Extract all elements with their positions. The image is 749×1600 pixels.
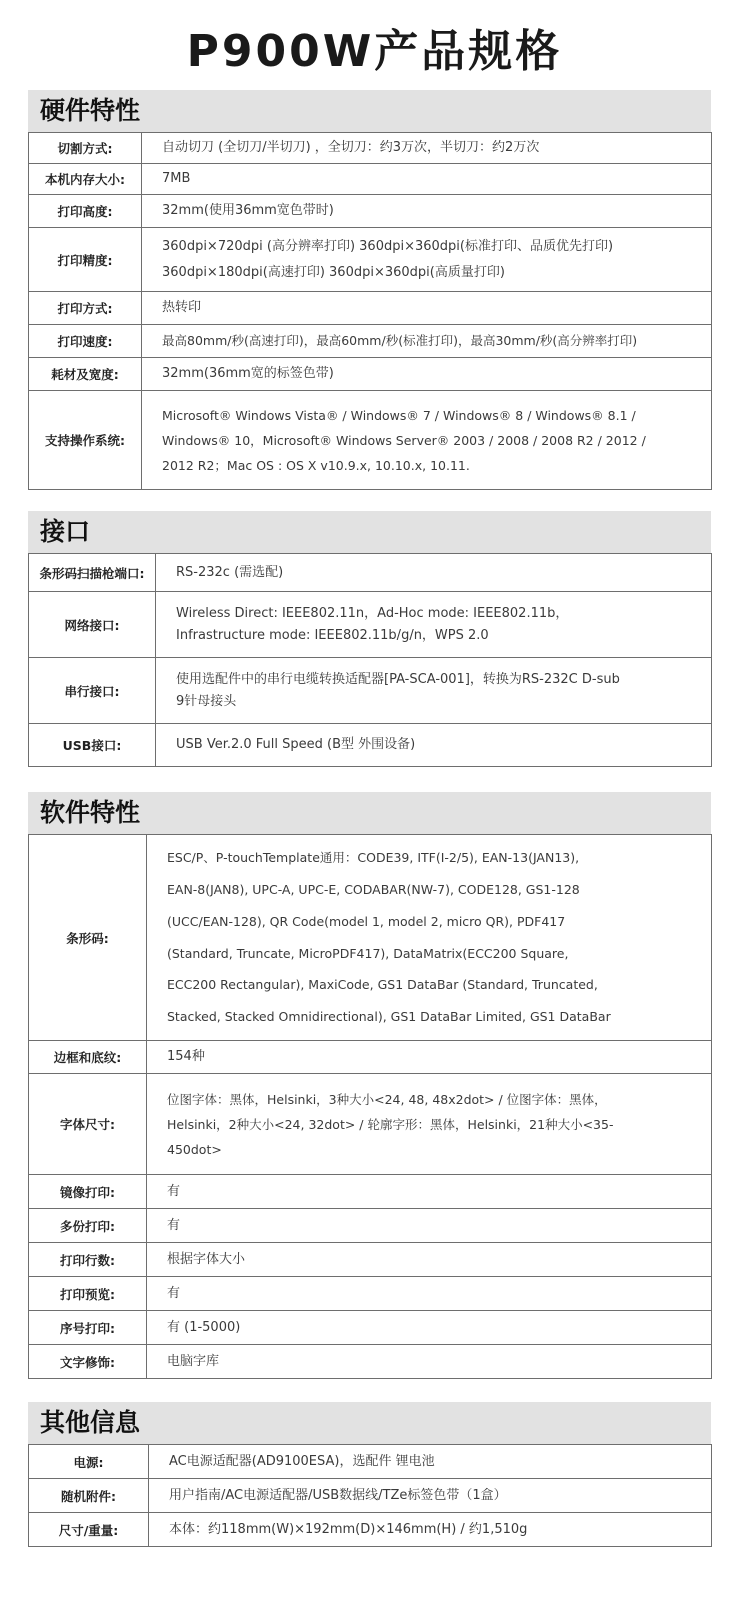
table-row bbox=[29, 292, 712, 325]
table-row bbox=[29, 1243, 712, 1277]
row-value: 360dpi×720dpi (高分辨率打印) 360dpi×360dpi(标准打印、品质优先打印) 360dpi×180dpi(高速打印) 360dpi×360dpi(高质量打印) bbox=[142, 228, 712, 292]
row-label: 打印精度: bbox=[29, 228, 142, 292]
row-value: 7MB bbox=[142, 164, 712, 195]
spec-table bbox=[28, 132, 712, 490]
row-label: 打印速度: bbox=[29, 325, 142, 358]
row-value: ESC/P、P-touchTemplate通用：CODE39, ITF(I-2/5), EAN-13(JAN13), EAN-8(JAN8), UPC-A, UPC-E, CODABAR(NW-7), CODE128, GS1-128 (UCC/EAN-128), QR Code(model 1, model 2, micro QR), PDF417 (Standard, Truncate, MicroPDF417), DataMatrix(ECC200 Square, ECC200 Rectangular), MaxiCode, GS1 DataBar (Standard, Truncated, Stacked, Stacked Omnidirectional), GS1 DataBar Limited, GS1 DataBar bbox=[147, 835, 712, 1041]
row-value: AC电源适配器(AD9100ESA)，选配件 锂电池 bbox=[149, 1445, 712, 1479]
section-heading: 软件特性 bbox=[28, 792, 711, 834]
spec-table bbox=[28, 1444, 712, 1547]
row-value: 热转印 bbox=[142, 292, 712, 325]
row-value: 32mm(36mm宽的标签色带) bbox=[142, 358, 712, 391]
spec-table bbox=[28, 553, 712, 767]
row-value: 有 bbox=[147, 1209, 712, 1243]
row-value: 有 bbox=[147, 1277, 712, 1311]
section-other bbox=[28, 1402, 711, 1547]
table-row bbox=[29, 1445, 712, 1479]
page-title: P900W产品规格 bbox=[186, 26, 563, 77]
section-hardware bbox=[28, 90, 711, 490]
table-row bbox=[29, 835, 712, 1041]
row-value: 最高80mm/秒(高速打印)，最高60mm/秒(标准打印)，最高30mm/秒(高分辨率打印) bbox=[142, 325, 712, 358]
table-row bbox=[29, 1074, 712, 1175]
row-value: RS-232c (需选配) bbox=[156, 554, 712, 592]
row-label: 打印方式: bbox=[29, 292, 142, 325]
row-label: USB接口: bbox=[29, 724, 156, 767]
row-label: 打印高度: bbox=[29, 195, 142, 228]
row-value: Wireless Direct: IEEE802.11n，Ad-Hoc mode: IEEE802.11b， Infrastructure mode: IEEE802.11b/g/n，WPS 2.0 bbox=[156, 592, 712, 658]
row-label: 支持操作系统: bbox=[29, 391, 142, 490]
table-row bbox=[29, 1041, 712, 1074]
section-heading: 接口 bbox=[28, 511, 711, 553]
row-value: 本体：约118mm(W)×192mm(D)×146mm(H) / 约1,510g bbox=[149, 1513, 712, 1547]
table-row bbox=[29, 228, 712, 292]
row-value: 用户指南/AC电源适配器/USB数据线/TZe标签色带（1盒） bbox=[149, 1479, 712, 1513]
table-row bbox=[29, 1175, 712, 1209]
row-value: 有 (1-5000) bbox=[147, 1311, 712, 1345]
row-value: 154种 bbox=[147, 1041, 712, 1074]
table-row bbox=[29, 724, 712, 767]
row-value: Microsoft® Windows Vista® / Windows® 7 / Windows® 8 / Windows® 8.1 / Windows® 10，Microsoft® Windows Server® 2003 / 2008 / 2008 R2 / 2012 / 2012 R2；Mac OS : OS X v10.9.x, 10.10.x, 10.11. bbox=[142, 391, 712, 490]
row-label: 序号打印: bbox=[29, 1311, 147, 1345]
row-label: 尺寸/重量: bbox=[29, 1513, 149, 1547]
row-label: 条形码扫描枪端口: bbox=[29, 554, 156, 592]
row-value: 电脑字库 bbox=[147, 1345, 712, 1379]
table-row bbox=[29, 358, 712, 391]
row-value: 32mm(使用36mm宽色带时) bbox=[142, 195, 712, 228]
section-heading: 其他信息 bbox=[28, 1402, 711, 1444]
table-row bbox=[29, 325, 712, 358]
row-label: 字体尺寸: bbox=[29, 1074, 147, 1175]
row-value: 自动切刀 (全切刀/半切刀) ，全切刀：约3万次，半切刀：约2万次 bbox=[142, 133, 712, 164]
row-label: 多份打印: bbox=[29, 1209, 147, 1243]
row-value: 使用选配件中的串行电缆转换适配器[PA-SCA-001]，转换为RS-232C D-sub 9针母接头 bbox=[156, 658, 712, 724]
row-label: 打印预览: bbox=[29, 1277, 147, 1311]
table-row bbox=[29, 592, 712, 658]
row-value: USB Ver.2.0 Full Speed (B型 外围设备) bbox=[156, 724, 712, 767]
table-row bbox=[29, 1311, 712, 1345]
row-label: 切割方式: bbox=[29, 133, 142, 164]
table-row bbox=[29, 195, 712, 228]
table-row bbox=[29, 164, 712, 195]
section-heading: 硬件特性 bbox=[28, 90, 711, 132]
row-value: 有 bbox=[147, 1175, 712, 1209]
table-row bbox=[29, 658, 712, 724]
row-label: 电源: bbox=[29, 1445, 149, 1479]
row-value: 位图字体：黑体，Helsinki，3种大小<24, 48, 48x2dot> / 位图字体：黑体， Helsinki，2种大小<24, 32dot> / 轮廓字形：黑体，Helsinki，21种大小<35- 450dot> bbox=[147, 1074, 712, 1175]
table-row bbox=[29, 133, 712, 164]
table-row bbox=[29, 1513, 712, 1547]
table-row bbox=[29, 1277, 712, 1311]
table-row bbox=[29, 554, 712, 592]
table-row bbox=[29, 391, 712, 490]
spec-table bbox=[28, 834, 712, 1379]
row-label: 随机附件: bbox=[29, 1479, 149, 1513]
row-label: 文字修饰: bbox=[29, 1345, 147, 1379]
row-label: 打印行数: bbox=[29, 1243, 147, 1277]
row-label: 本机内存大小: bbox=[29, 164, 142, 195]
table-row bbox=[29, 1345, 712, 1379]
row-label: 条形码: bbox=[29, 835, 147, 1041]
row-value: 根据字体大小 bbox=[147, 1243, 712, 1277]
row-label: 串行接口: bbox=[29, 658, 156, 724]
row-label: 耗材及宽度: bbox=[29, 358, 142, 391]
section-software bbox=[28, 792, 711, 1379]
table-row bbox=[29, 1209, 712, 1243]
row-label: 镜像打印: bbox=[29, 1175, 147, 1209]
row-label: 边框和底纹: bbox=[29, 1041, 147, 1074]
row-label: 网络接口: bbox=[29, 592, 156, 658]
section-interface bbox=[28, 511, 711, 767]
table-row bbox=[29, 1479, 712, 1513]
